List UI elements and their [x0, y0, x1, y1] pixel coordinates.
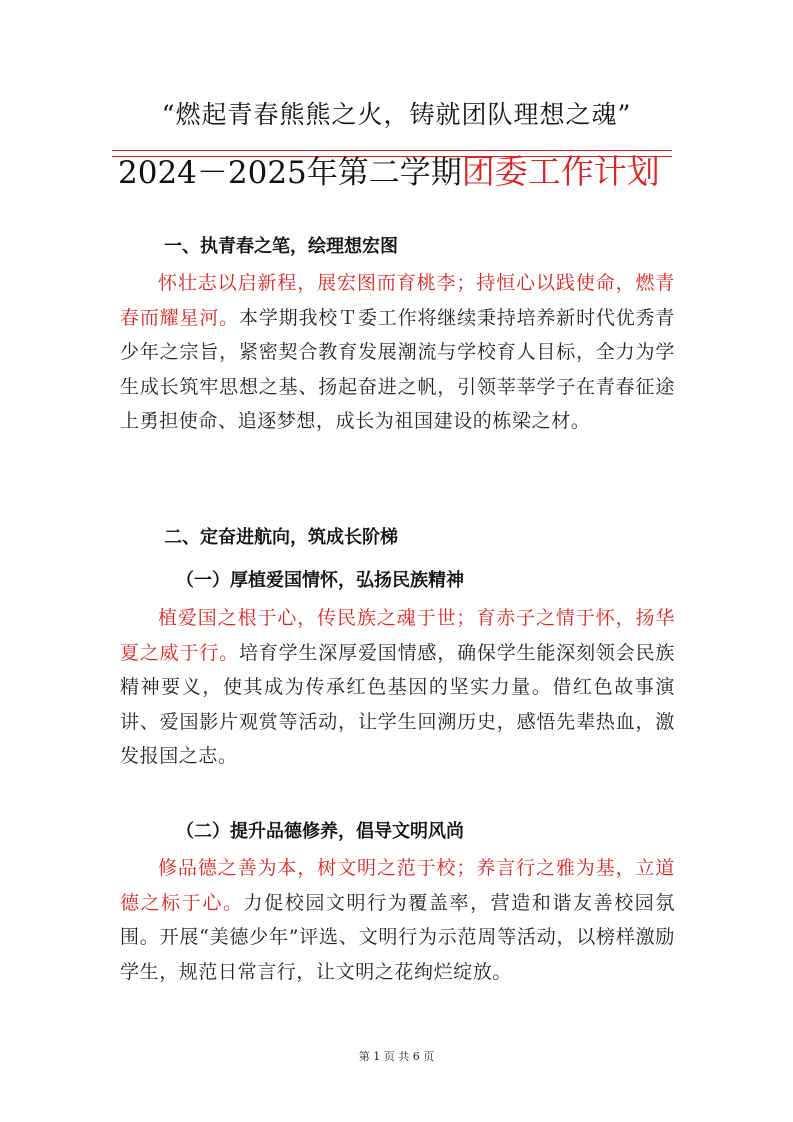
section-1-body-text: 本学期我校Ｔ委工作将继续秉持培养新时代优秀青少年之宗旨，紧密契合教育发展潮流与学校育人目标，全力为学生成长筑牢思想之基、扬起奋进之帆，引领莘莘学子在青春征途上勇担使命、追逐梦想，成长为祖国建设的栋梁之材。 — [120, 306, 675, 432]
subsection-1-body-text: 培育学生深厚爱国情感，确保学生能深刻领会民族精神要义，使其成为传承红色基因的坚实力量。借红色故事演讲、爱国影片观赏等活动，让学生回溯历史，感悟先辈热血，激发报国之志。 — [120, 641, 675, 767]
subsection-1-heading: （一）厚植爱国情怀，弘扬民族精神 — [176, 570, 464, 591]
subsection-1-paragraph — [120, 601, 675, 774]
title-highlight: 团委工作计划 — [461, 152, 660, 191]
section-2-heading: 二、定奋进航向，筑成长阶梯 — [164, 527, 398, 548]
subsection-2-heading: （二）提升品德修养，倡导文明风尚 — [176, 821, 464, 842]
subsection-2-paragraph — [120, 851, 675, 989]
section-1-heading: 一、执青春之笔，绘理想宏图 — [164, 236, 398, 257]
document-title — [118, 150, 678, 195]
subsection-1-red-text: 植爱国之根于心，传民族之魂于世；育赤子之情于怀，扬华夏之威于行。 — [120, 607, 675, 664]
section-1-paragraph — [120, 266, 675, 439]
document-subtitle: “燃起青春熊熊之火，铸就团队理想之魂” — [161, 100, 632, 129]
page-footer: 第 1 页 共 6 页 — [358, 1050, 435, 1063]
title-main: 2024－2025年第二学期 — [118, 155, 462, 191]
subsection-2-body-text: 力促校园文明行为覆盖率，营造和谐友善校园氛围。开展“美德少年”评选、文明行为示范周等活动，以榜样激励学生，规范日常言行，让文明之花绚烂绽放。 — [120, 891, 675, 983]
subsection-2-red-text: 修品德之善为本，树文明之范于校；养言行之雅为基，立道德之标于心。 — [120, 857, 675, 914]
section-1-red-text: 怀壮志以启新程，展宏图而育桃李；持恒心以践使命，燃青春而耀星河。 — [120, 272, 675, 329]
